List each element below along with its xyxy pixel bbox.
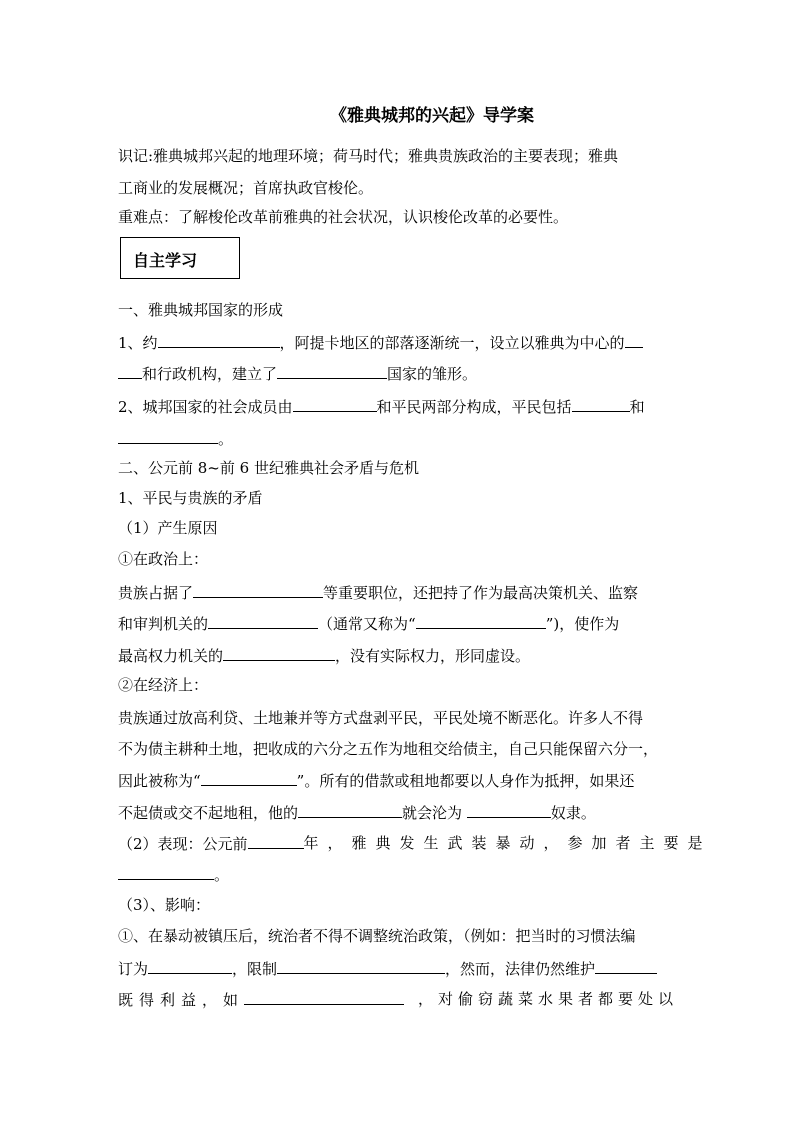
text: 既得利益，如 (118, 991, 245, 1009)
text: 等重要职位，还把持了作为最高决策机关、监察 (323, 584, 639, 602)
text: 最高权力机关的 (118, 647, 224, 665)
political-line-3 (118, 645, 678, 666)
document-title: 《雅典城邦的兴起》导学案 (330, 106, 534, 126)
section-2-heading: 二、公元前 8~前 6 世纪雅典社会矛盾与危机 (118, 459, 419, 477)
intro-line-3: 重难点：了解梭伦改革前雅典的社会状况，认识梭伦改革的必要性。 (118, 208, 569, 226)
fill-blank[interactable] (118, 363, 142, 379)
fill-blank[interactable] (244, 989, 404, 1005)
text: ，没有实际权力，形同虚设。 (335, 647, 531, 665)
fill-blank[interactable] (293, 396, 377, 412)
text: 贵族占据了 (118, 584, 194, 602)
text: ”)，使作为 (545, 615, 620, 633)
question-1-line-1 (118, 332, 678, 353)
fill-blank[interactable] (467, 802, 551, 818)
section-box (120, 237, 240, 279)
fill-blank[interactable] (248, 833, 304, 849)
question-2-line-1 (118, 396, 678, 417)
fill-blank[interactable] (193, 582, 323, 598)
fill-blank[interactable] (118, 864, 214, 880)
effect-line-1: ①、在暴动被镇压后，统治者不得不调整统治政策，（例如：把当时的习惯法编 (118, 927, 636, 945)
economic-heading: ②在经济上： (118, 676, 209, 694)
text: 和 (629, 398, 645, 416)
fill-blank[interactable] (208, 613, 318, 629)
text: 1、约 (118, 334, 158, 352)
text: 。 (218, 430, 234, 448)
intro-line-1: 识记:雅典城邦兴起的地理环境；荷马时代；雅典贵族政治的主要表现；雅典 (118, 147, 619, 165)
fill-blank[interactable] (148, 958, 232, 974)
text: ，阿提卡地区的部落逐渐统一，设立以雅典为中心的 (279, 334, 625, 352)
text: （2）表现：公元前 (118, 835, 248, 853)
text: ，对偷窃蔬菜水果者都要处以 (417, 990, 678, 1008)
political-heading: ①在政治上： (118, 550, 209, 568)
intro-line-2: 工商业的发展概况；首席执政官梭伦。 (118, 179, 374, 197)
question-1-line-2 (118, 363, 678, 384)
economic-line-2: 不为债主耕种土地，把收成的六分之五作为地租交给债主，自己只能保留六分一， (118, 740, 659, 758)
fill-blank[interactable] (298, 802, 402, 818)
fill-blank[interactable] (277, 363, 387, 379)
manifestation-line-2 (118, 864, 678, 885)
text: 订为 (118, 960, 149, 978)
fill-blank[interactable] (572, 396, 630, 412)
text: 不起债或交不起地租，他的 (118, 804, 299, 822)
cause-heading: （1）产生原因 (118, 519, 218, 537)
question-2-line-2 (118, 428, 678, 449)
effect-line-2 (118, 958, 678, 979)
fill-blank[interactable] (416, 613, 546, 629)
text: 国家的雏形。 (387, 365, 478, 383)
text: 就会沦为 (402, 804, 463, 822)
economic-line-1: 贵族通过放高利贷、土地兼并等方式盘剥平民，平民处境不断恶化。许多人不得 (118, 709, 644, 727)
political-line-2 (118, 613, 678, 634)
manifestation-line (118, 833, 712, 854)
fill-blank[interactable] (158, 332, 280, 348)
effect-heading: （3）、影响： (118, 896, 211, 914)
fill-blank[interactable] (118, 428, 218, 444)
text: 和行政机构，建立了 (142, 365, 278, 383)
section-box-label: 自主学习 (133, 251, 198, 270)
economic-line-3 (118, 770, 678, 791)
text: 和平民两部分构成，平民包括 (376, 398, 572, 416)
text: 2、城邦国家的社会成员由 (118, 398, 293, 416)
text: ，限制 (232, 960, 278, 978)
economic-line-4 (118, 802, 678, 823)
fill-blank[interactable] (277, 958, 445, 974)
text: 和审判机关的 (118, 615, 209, 633)
fill-blank[interactable] (223, 645, 335, 661)
subsection-1: 1、平民与贵族的矛盾 (118, 489, 263, 507)
text: 奴隶。 (550, 804, 596, 822)
effect-line-3 (118, 989, 678, 1010)
text: ”。所有的借款或租地都要以人身作为抵押，如果还 (296, 772, 635, 790)
political-line-1 (118, 582, 678, 603)
fill-blank[interactable] (625, 332, 643, 348)
text: 年，雅典发生武装暴动，参加者主要是 (303, 834, 712, 852)
text: （通常又称为“ (318, 615, 416, 633)
text: 因此被称为“ (118, 772, 201, 790)
text: 。 (214, 866, 230, 884)
fill-blank[interactable] (595, 958, 657, 974)
fill-blank[interactable] (201, 770, 297, 786)
section-1-heading: 一、雅典城邦国家的形成 (118, 301, 284, 319)
text: ，然而，法律仍然维护 (445, 960, 596, 978)
